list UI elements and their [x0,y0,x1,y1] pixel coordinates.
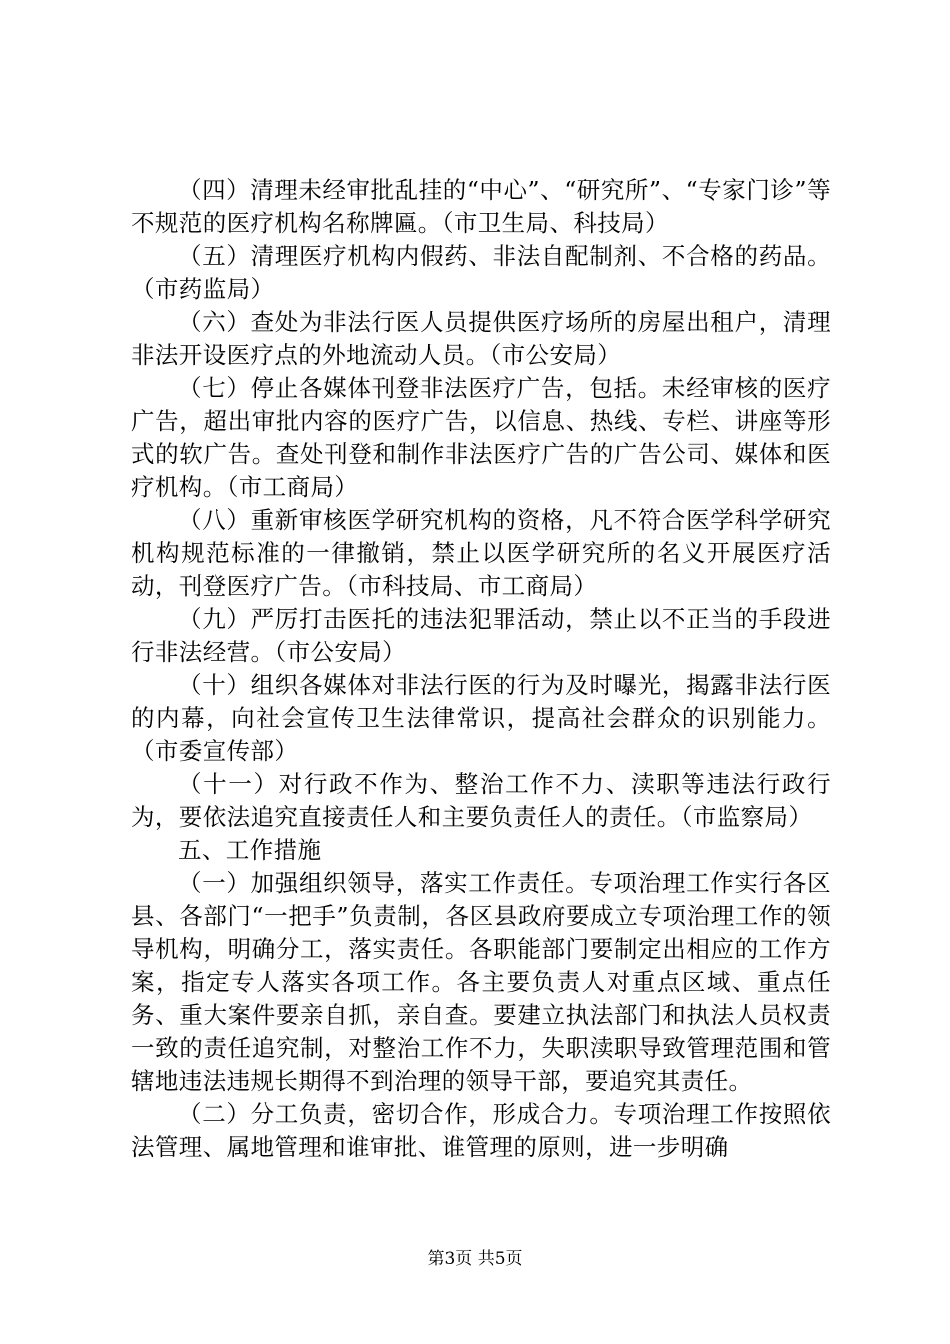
document-body [131,174,831,1164]
paragraph-item-5: （五）清理医疗机构内假药、非法自配制剂、不合格的药品。（市药监局） [131,242,831,303]
paragraph-item-4: （四）清理未经审批乱挂的“中心”、“研究所”、“专家门诊”等不规范的医疗机构名称牌匾。（市卫生局、科技局） [131,176,831,237]
section-heading: 五、工作措施 [178,836,322,864]
measure-item-1: （一）加强组织领导，落实工作责任。专项治理工作实行各区县、各部门“一把手”负责制，各区县政府要成立专项治理工作的领导机构，明确分工，落实责任。各职能部门要制定出相应的工作方案，指定专人落实各项工作。各主要负责人对重点区域、重点任务、重大案件要亲自抓，亲自查。要建立执法部门和执法人员权责一致的责任追究制，对整治工作不力，失职渎职导致管理范围和管辖地违法违规长期得不到治理的领导干部，要追究其责任。 [131,869,831,1095]
paragraph-item-8: （八）重新审核医学研究机构的资格，凡不符合医学科学研究机构规范标准的一律撤销，禁止以医学研究所的名义开展医疗活动，刊登医疗广告。（市科技局、市工商局） [131,506,831,600]
paragraph-item-9: （九）严厉打击医托的违法犯罪活动，禁止以不正当的手段进行非法经营。（市公安局） [131,605,831,666]
paragraph-item-6: （六）查处为非法行医人员提供医疗场所的房屋出租户，清理非法开设医疗点的外地流动人员。（市公安局） [131,308,831,369]
paragraph-item-11: （十一）对行政不作为、整治工作不力、渎职等违法行政行为，要依法追究直接责任人和主要负责任人的责任。（市监察局） [131,770,831,831]
paragraph-item-10: （十）组织各媒体对非法行医的行为及时曝光，揭露非法行医的内幕，向社会宣传卫生法律常识，提高社会群众的识别能力。（市委宣传部） [131,671,831,765]
measure-item-2: （二）分工负责，密切合作，形成合力。专项治理工作按照依法管理、属地管理和谁审批、谁管理的原则，进一步明确 [131,1100,831,1161]
page-footer: 第3页 共5页 [427,1249,523,1269]
paragraph-item-7: （七）停止各媒体刊登非法医疗广告，包括。未经审核的医疗广告，超出审批内容的医疗广告，以信息、热线、专栏、讲座等形式的软广告。查处刊登和制作非法医疗广告的广告公司、媒体和医疗机构。（市工商局） [131,374,831,501]
